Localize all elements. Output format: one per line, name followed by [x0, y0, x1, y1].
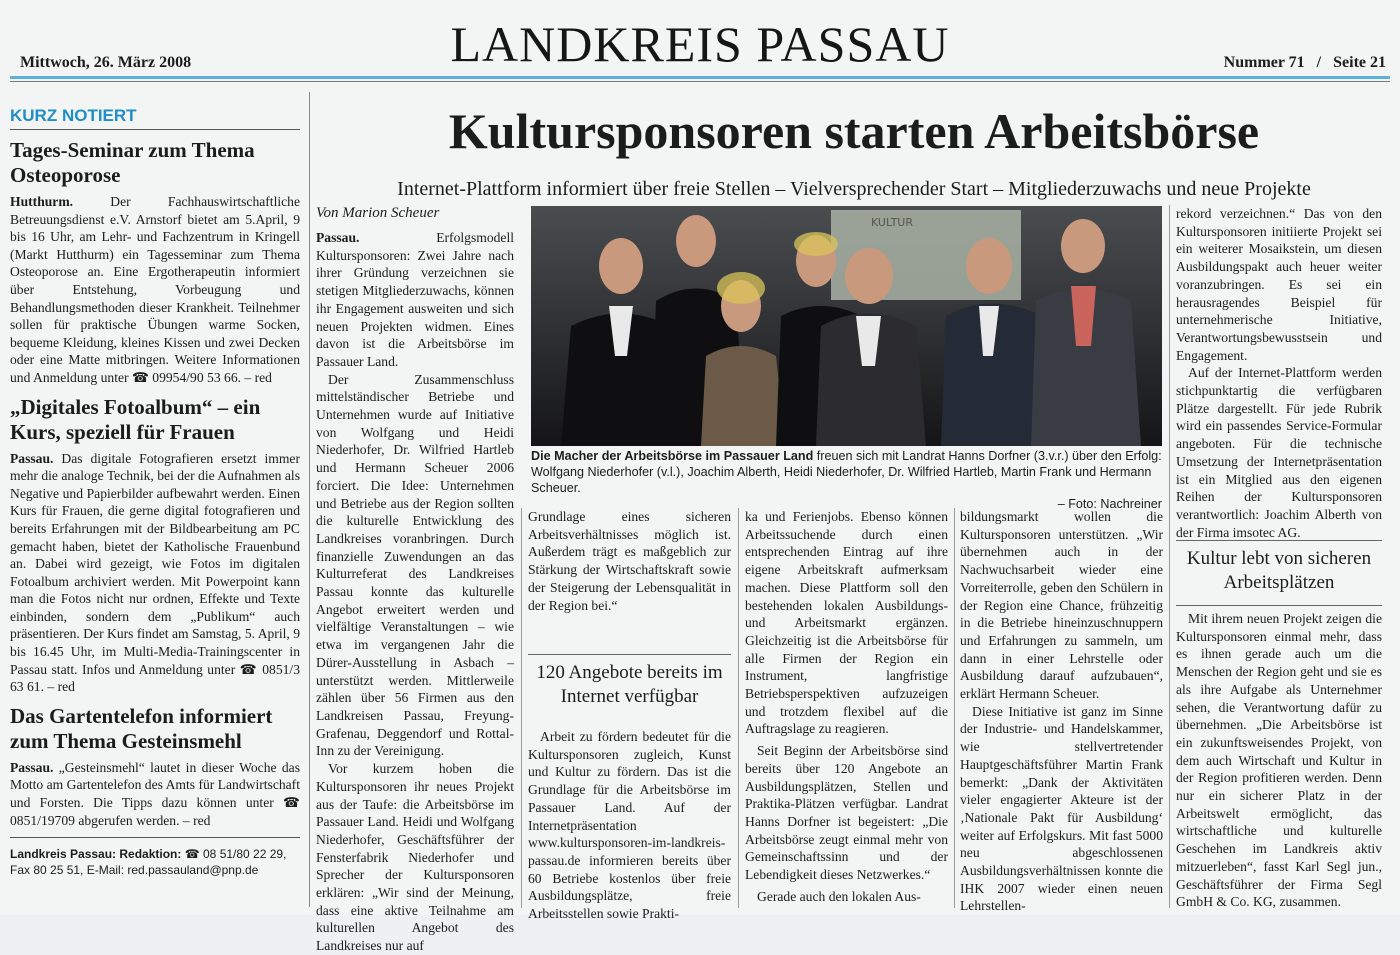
brief-heading: Tages-Seminar zum Thema Osteoporose [10, 138, 255, 187]
column-divider [1169, 205, 1170, 908]
caption-title: Die Macher der Arbeitsbörse im Passauer Land [531, 449, 814, 463]
contact-label: Landkreis Passau: Redaktion: [10, 847, 182, 862]
paragraph: Arbeit zu fördern bedeutet für die Kultursponsoren zugleich, Kunst und Kultur zu fördern. Das ist die Grundlage für die Arbeitsbörse im Passauer Land. Auf der Internetpräsentation www.kultursponsoren-im-landkreis-passau.de informieren bereits über 60 Betriebe kostenlos über freie Ausbildungsplätze, freie Arbeitsstellen sowie Prakti- [528, 729, 731, 922]
article-column-5 [1176, 205, 1382, 540]
brief-body [10, 193, 300, 387]
brief-body [10, 450, 300, 696]
article-byline: Von Marion Scheuer [316, 205, 440, 221]
article-column-4 [960, 508, 1163, 914]
paragraph: Der Zusammenschluss mittelständischer Betriebe und Unternehmen wurde auf Initiative von Wolfgang und Heidi Niederhofer, Dr. Wilfried Hartleb und Hermann Scheuer 2006 forciert. Die Idee: Unternehmen und Betriebe aus der Region sollten die kulturelle Entwicklung des Landkreises voranbringen. Durch finanzielle Zuwendungen an das Kulturreferat des Landkreises Passau konnte das kulturelle Angebot erweitert werden und vielfältige Veranstaltungen – wie etwa im vergangenen Jahr die Dürer-Ausstellung in Asbach – unterstützt werden. Mittlerweile zählen über 56 Firmen aus den Landkreisen Passau, Freyung-Grafenau, Deggendorf und Rottal-Inn zu der Vereinigung. [316, 371, 514, 759]
group-photo-illustration [531, 206, 1162, 446]
column-divider [738, 508, 739, 908]
brief-body [10, 759, 300, 829]
photo-sign-text: KULTUR [871, 216, 913, 229]
contact-details: ☎ 08 51/80 22 29, Fax 80 25 51, E-Mail: red.passauland@pnp.de [10, 847, 287, 878]
paragraph: Gerade auch den lokalen Aus- [757, 888, 921, 904]
paragraph: Diese Initiative ist ganz im Sinne der Industrie- und Handelskammer, wie stellvertretender Hauptgeschäftsführer Martin Frank bemerkt: „Dank der Aktivitäten vieler engagierter Akteure ist der ‚Nationale Pakt für Ausbildung‘ weiter auf Erfolgskurs. Mit fast 5000 neu abgeschlossenen Ausbildungsverhältnissen konnte die IHK 2007 wieder einen neuen Lehrstellen- [960, 703, 1163, 914]
paragraph-text: Erfolgsmodell Kultursponsoren: Zwei Jahre nach ihrer Gründung verzeichnen sie stetigen Mitgliederzuwachs, können ihr Engagement ausweiten und sich neuen Projekten widmen. Eines davon ist die Arbeitsbörse im Passauer Land. [316, 230, 514, 369]
page-number: Nummer 71 / Seite 21 [1223, 54, 1386, 71]
paragraph: Vor kurzem hoben die Kultursponsoren ihr neues Projekt aus der Taufe: die Arbeitsbörse im Passauer Land. Heidi und Wolfgang Niederhofer, Geschäftsführer der Fensterfabrik Niederhofer und Sprecher der Kultursponsoren erklären: „Wir sind der Meinung, dass eine aktive Teilnahme am kulturellen Angebot des Landkreises nur auf [316, 761, 514, 954]
sidebar-kurz-notiert [10, 104, 300, 878]
paragraph: Auf der Internet-Plattform werden stichpunktartig die verfügbaren Plätze dargestellt. Für jede Rubrik wird ein passendes Service-Formular angeboten. Für die technische Umsetzung der Internetpräsentation ist ein Mitglied aus den eigenen Reihen der Kultursponsoren verantwortlich: Joachim Alberth von der Firma imsotec AG. [1176, 365, 1382, 540]
article-headline: Kultursponsoren starten Arbeitsbörse [448, 103, 1260, 159]
paragraph: bildungsmarkt wollen die Kultursponsoren unterstützen. „Wir übernehmen auch in der Nachwuchsarbeit wieder eine Vorreiterrolle, geben den Schülern in der Region eine Chance, frühzeitig in die Betriebe hineinzuschnuppern und Erfahrungen zu sammeln, um dann in einer Lehrstelle oder Ausbildung darauf aufzubauen“, erklärt Hermann Scheuer. [960, 509, 1163, 702]
dateline: Passau. [316, 230, 360, 245]
brief-heading: Das Gartentelefon informiert zum Thema Gesteinsmehl [10, 703, 273, 753]
column-divider [521, 508, 522, 908]
header-rule [10, 81, 1390, 82]
article-subheading: 120 Angebote bereits im Internet verfügbar [528, 654, 731, 709]
article-photo [531, 206, 1162, 446]
column-divider [309, 92, 310, 907]
article-column-6 [1176, 610, 1382, 908]
paragraph: ka und Ferienjobs. Ebenso können Arbeitssuchende durch einen entsprechenden Eintrag auf ihre eigene Arbeitskraft aufmerksam machen. Diese Plattform soll den bestehenden lokalen Ausbildungs- und Arbeitsmarkt ergänzen. Gleichzeitig ist die Arbeitsbörse für alle Firmen der Region ein Instrument, langfristige Betriebsperspektiven aufzuzeigen und trotzdem flexibel auf die Auftragslage zu reagieren. [745, 509, 948, 737]
photo-caption [531, 448, 1162, 512]
brief-text: Das digitale Fotografieren ersetzt immer mehr die analoge Technik, bei der die Aufnahmen als Negative und Papierbilder aufbewahrt werden. Einen Kurs für Frauen, die gerne digital fotografieren und bereits Erfahrungen mit der Bildbearbeitung am PC gemacht haben, bietet der Katholische Frauenbund an. Dabei wird gezeigt, wie Fotos im digitalen Fotoalbum archiviert werden. Mit Powerpoint kann man die Fotos nicht nur ordnen, Effekte und Texte einbinden, sondern dem „Publikum“ auch präsentieren. Der Kurs findet am Samstag, 5. April, 9 bis 16.45 Uhr, im Multi-Media-Trainingscenter in Passau statt. Infos und Anmeldung unter ☎ 0851/3 63 61. – red [10, 450, 300, 695]
brief-dateline: Passau. [10, 450, 54, 466]
paragraph [316, 229, 514, 371]
article-subheadline: Internet-Plattform informiert über freie Stellen – Vielversprechender Start – Mitgliederzuwachs und neue Projekte [397, 178, 1311, 200]
paragraph: Mit ihrem neuen Projekt zeigen die Kultursponsoren einmal mehr, dass es ihnen gerade auch um die Menschen der Region geht und sie es als ihre Aufgabe als Unternehmer sehen, die Verantwortung dafür zu übernehmen. „Die Arbeitsbörse ist ein zukunftsweisendes Projekt, von dem auch Wirtschaft und Kultur in der Region profitieren werden. Denn nur ein sicherer Platz in der Arbeitswelt ermöglicht, das wirtschaftliche und kulturelle Geschehen im Landkreis aktiv mitzuerleben“, fasst Karl Segl jun., Geschäftsführer der Firma Segl GmbH & Co. KG, zusammen. [1176, 611, 1382, 910]
article-subheading: Kultur lebt von sicheren Arbeitsplätzen [1176, 540, 1382, 606]
caption-text: freuen sich mit Landrat Hanns Dorfner (3.v.r.) über den Erfolg: Wolfgang Niederhofer (v.l.), Joachim Alberth, Heidi Niederhofer, Dr. Wilfried Hartleb, Martin Frank und Hermann Scheuer. [531, 449, 1162, 495]
issue-date: Mittwoch, 26. März 2008 [20, 54, 192, 71]
brief-text: „Gesteinsmehl“ lautet in dieser Woche das Motto am Gartentelefon des Amts für Landwirtschaft und Forsten. Die Tipps dazu können unter ☎ 0851/19709 abgerufen werden. – red [10, 759, 300, 828]
article-column-2-continued [528, 728, 731, 922]
editorial-contact [10, 837, 300, 878]
section-title: LANDKREIS PASSAU [450, 16, 950, 72]
paragraph: Seit Beginn der Arbeitsbörse sind bereits über 120 Angebote an Ausbildungsplätzen, Stellen und Praktika-Plätzen verfügbar. Landrat Hanns Dorfner ist begeistert: „Die Arbeitsbörse zeugt einmal mehr von Gemeinschaftssinn und der Lebendigkeit dieses Netzwerkes.“ [745, 743, 948, 883]
paragraph: Grundlage eines sicheren Arbeitsverhältnisses möglich ist. Außerdem trägt es maßgeblich zur Stärkung der Wirtschaftskraft sowie der Steigerung der Lebensqualität in der Region bei.“ [528, 509, 731, 613]
paragraph: rekord verzeichnen.“ Das von den Kultursponsoren initiierte Projekt sei ein weiterer Mosaikstein, um diesen Ausbildungspakt auch heuer weiter voranzubringen. Es sei ein herausragendes Beispiel für unternehmerische Initiative, Verantwortungsbewusstsein und Engagement. [1176, 206, 1382, 363]
article-column-3 [745, 508, 948, 908]
photo-credit: – Foto: Nachreiner [1057, 497, 1162, 511]
brief-dateline: Hutthurm. [10, 194, 74, 209]
sidebar-label: KURZ NOTIERT [10, 104, 300, 130]
article-column-1 [316, 229, 514, 954]
brief-heading: „Digitales Fotoalbum“ – ein Kurs, speziell für Frauen [10, 394, 261, 444]
header-rule-blue [10, 76, 1390, 79]
brief-dateline: Passau. [10, 759, 54, 775]
brief-text: Der Fachhauswirtschaftliche Betreuungsdienst e.V. Arnstorf bietet am 5.April, 9 bis 16 Uhr, am Lehr- und Fachzentrum in Kringell (Markt Hutthurm) ein Tagesseminar zum Thema Osteoporose an. Eine Ergotherapeutin informiert über Entstehung, Vorbeugung und Behandlungsmethoden dieser Krankheit. Teilnehmer sollen für praktische Übungen warme Socken, bequeme Kleidung, kleines Kissen und zwei Decken oder eine Matte mitbringen. Weitere Informationen und Anmeldung unter ☎ 09954/90 53 66. – red [10, 194, 300, 385]
column-divider [954, 508, 955, 908]
